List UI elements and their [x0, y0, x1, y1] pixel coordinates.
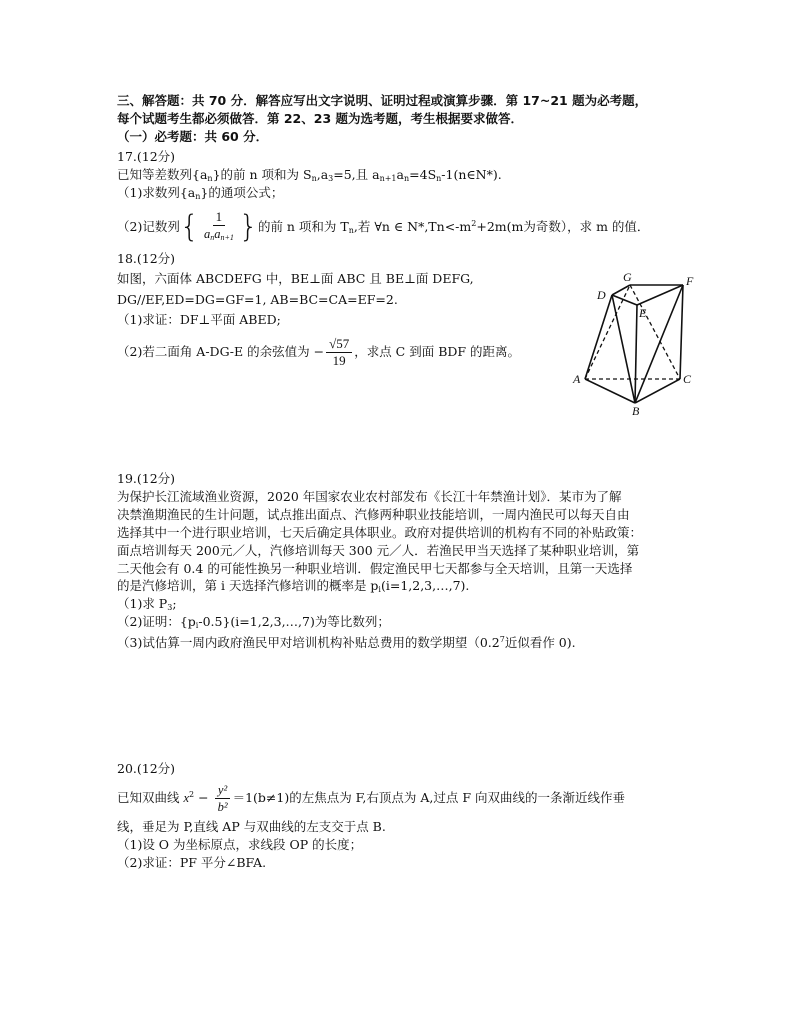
q19-number: 19.(12分) — [117, 471, 176, 486]
edge-BC — [635, 379, 680, 403]
edge-AB — [585, 379, 635, 403]
q20-line2: 线，垂足为 P,直线 AP 与双曲线的左支交于点 B. — [117, 819, 386, 834]
edge-EB — [635, 305, 637, 403]
q17-stem: 已知等差数列$\{a_n\}$的前 n 项和为 $S_n,a_3=5$,且 $a_{n+1}a_n=4S_n-1(n\in N*)$. — [117, 167, 502, 183]
q20-part2: （2)求证：PF 平分∠BFA. — [117, 855, 267, 870]
q19-part1: （1)求 $P_3$; — [117, 596, 177, 612]
q18-part2: （2)若二面角 A-DG-E 的余弦值为 − $\frac{√57}{19}$ ，求点 C 到面 BDF 的距离。 — [117, 336, 521, 368]
q19-line2: 决禁渔期渔民的生计问题，试点推出面点、汽修两种职业技能培训，一周内渔民可以每天自由 — [117, 507, 630, 522]
q17-part1: （1)求数列$\{a_n\}$的通项公式； — [117, 185, 284, 201]
edge-GC-hidden — [630, 285, 680, 379]
section-heading-line2: 每个试题考生都必须做答．第 22、23 题为选考题，考生根据要求做答． — [117, 111, 523, 126]
q19-line1: 为保护长江流域渔业资源，2020 年国家农业农村部发布《长江十年禁渔计划》．某市为了解 — [117, 489, 622, 504]
hexahedron-figure — [565, 265, 715, 420]
q17-fraction: $\frac{1}{a_na_{n+1}}$ — [203, 209, 234, 243]
q19-line4: 面点培训每天 200元／人，汽修培训每天 300 元／人．若渔民甲当天选择了某种职业培训，第 — [117, 543, 640, 558]
q18-fraction: $\frac{√57}{19}$ — [326, 336, 352, 369]
label-G: G — [623, 270, 632, 284]
q19-part3: （3)试估算一周内政府渔民甲对培训机构补贴总费用的数学期望（$0.2^7$近似看作 0). — [117, 635, 576, 651]
q17-number: 17.(12分) — [117, 149, 176, 164]
label-C: C — [683, 372, 692, 386]
edge-DA — [585, 295, 612, 379]
q20-number: 20.(12分) — [117, 761, 176, 776]
q17-part2: （2)记数列{ $\frac{1}{a_na_{n+1}}$ }的前 n 项和为 $T_n$,若 ∀n ∈ $N*,Tn<-m^2+2m(m$为奇数），求 m 的值． — [117, 209, 650, 245]
label-E: E — [639, 306, 647, 320]
q19-part2: （2)证明：$\{p_i-0.5\}(i=1,2,3,\dots,7)$为等比数列； — [117, 614, 390, 630]
q18-part1: （1)求证：DF⊥平面 ABED; — [117, 312, 281, 327]
section-heading-line3: （一）必考题：共 60 分． — [117, 129, 269, 144]
q20-fraction: $\frac{\text{y²}}{\text{b²}}$ — [215, 782, 231, 815]
label-A: A — [573, 372, 581, 386]
left-brace: { — [179, 209, 199, 245]
q18-line1: 如图，六面体 ABCDEFG 中，BE⊥面 ABC 且 BE⊥面 DEFG, — [117, 271, 474, 286]
q19-line3: 选择其中一个进行职业培训，七天后确定具体职业。政府对提供培训的机构有不同的补贴政策： — [117, 525, 643, 540]
q18-number: 18.(12分) — [117, 251, 176, 266]
right-brace: } — [238, 209, 258, 245]
section-heading-line1: 三、解答题：共 70 分．解答应写出文字说明、证明过程或演算步骤．第 17~21 题为必考题， — [117, 93, 648, 108]
q20-line1: 已知双曲线 $x^2$ − $\frac{\text{y²}}{\text{b²}}$ ＝1(b≠1)的左焦点为 F,右顶点为 A,过点 F 向双曲线的一条渐近线作垂 — [117, 783, 625, 815]
label-B: B — [632, 404, 640, 418]
q20-part1: （1)设 O 为坐标原点，求线段 OP 的长度； — [117, 837, 363, 852]
label-D: D — [597, 288, 606, 302]
edge-DB — [612, 295, 635, 403]
q19-line6: 的是汽修培训，第 i 天选择汽修培训的概率是 $p_i(i=1,2,3,\dots,7)$. — [117, 578, 470, 594]
edge-FC — [680, 285, 683, 379]
label-F: F — [686, 274, 694, 288]
q18-line2: DG//EF,ED=DG=GF=1, AB=BC=CA=EF=2. — [117, 292, 398, 307]
q19-line5: 二天他会有 0.4 的可能性换另一种职业培训．假定渔民甲七天都参与全天培训，且第一天选择 — [117, 561, 633, 576]
